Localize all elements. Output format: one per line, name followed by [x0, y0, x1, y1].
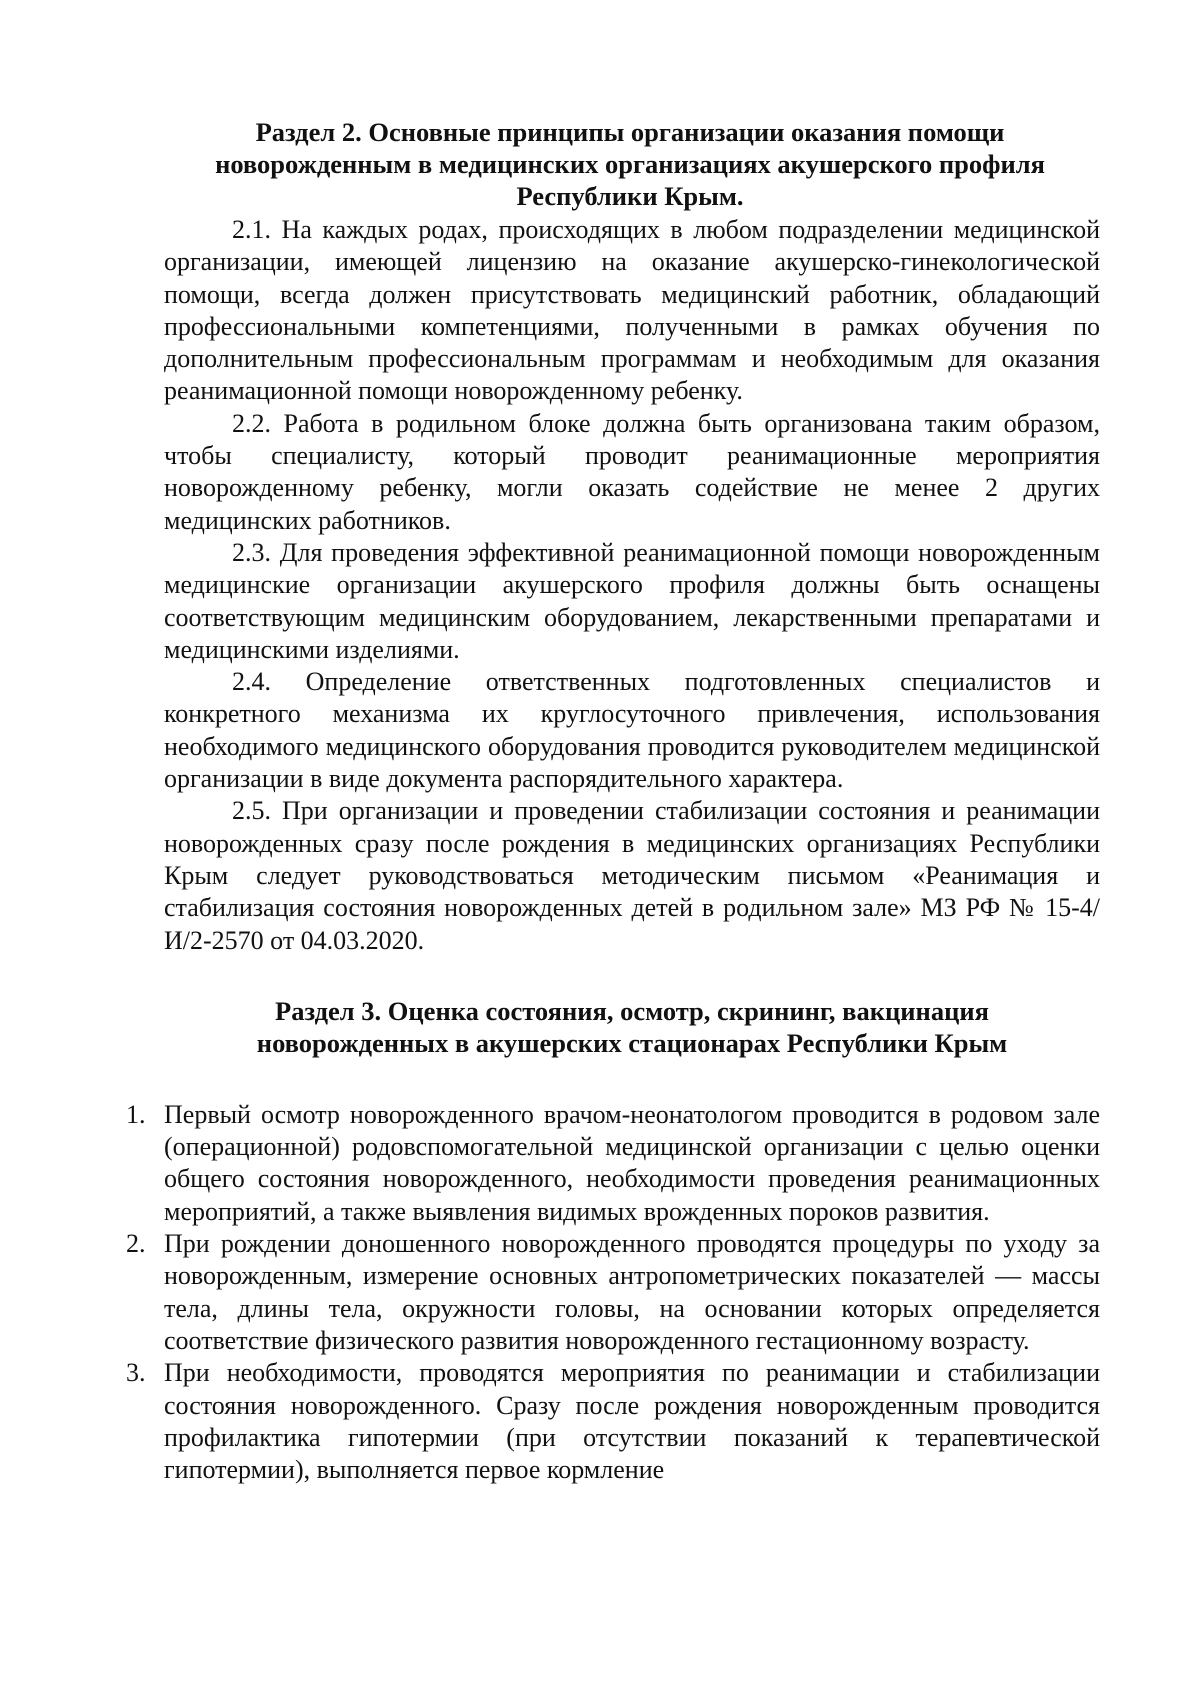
- list-item-number: 1.: [126, 1099, 146, 1129]
- list-item: [126, 1357, 1100, 1486]
- list-item-text: Первый осмотр новорожденного врачом-неонатологом проводится в родовом зале (операционной) родовспомогательной медицинской организации с целью оценки общего состояния новорожденного, необходимости проведения реанимационных мероприятий, а также выявления видимых врожденных пороков развития.: [164, 1099, 1100, 1226]
- list-item: [126, 1228, 1100, 1357]
- paragraph-2-1: 2.1. На каждых родах, происходящих в любом подразделении медицинской организации, имеющей лицензию на оказание акушерско-гинекологической помощи, всегда должен присутствовать медицинский работник, обладающий профессиональными компетенциями, полученными в рамках обучения по дополнительным профессиональным программам и необходимым для оказания реанимационной помощи новорожденному ребенку.: [164, 215, 1100, 406]
- heading-line: новорожденным в медицинских организациях акушерского профиля: [215, 149, 1045, 179]
- list-item-text: При рождении доношенного новорожденного проводятся процедуры по уходу за новорожденным, измерение основных антропометрических показателей — массы тела, длины тела, окружности головы, на основании которых определяется соответствие физического развития новорожденного гестационному возрасту.: [164, 1229, 1100, 1355]
- list-item: [126, 1099, 1100, 1228]
- paragraph-2-2: 2.2. Работа в родильном блоке должна быть организована таким образом, чтобы специалисту, который проводит реанимационные мероприятия новорожденному ребенку, могли оказать содействие не менее 2 других медицинских работников.: [164, 408, 1100, 535]
- paragraph-2-4: 2.4. Определение ответственных подготовленных специалистов и конкретного механизма их круглосуточного привлечения, использования необходимого медицинского оборудования проводится руководителем медицинской организации в виде документа распорядительного характера.: [164, 667, 1100, 794]
- heading-line: Республики Крым.: [516, 181, 744, 211]
- section-3-heading: [164, 995, 1100, 1059]
- section-2-heading: [160, 116, 1100, 212]
- heading-line: новорожденных в акушерских стационарах Республики Крым: [256, 1027, 1008, 1058]
- heading-line: Раздел 3. Оценка состояния, осмотр, скрининг, вакцинация: [275, 995, 989, 1026]
- heading-line: Раздел 2. Основные принципы организации оказания помощи: [255, 117, 1005, 147]
- section-3-list: [126, 1099, 1100, 1487]
- list-item-number: 2.: [126, 1229, 146, 1259]
- list-item-text: При необходимости, проводятся мероприятия по реанимации и стабилизации состояния новорожденного. Сразу после рождения новорожденным проводится профилактика гипотермии (при отсутствии показаний к терапевтической гипотермии), выполняется первое кормление: [164, 1358, 1100, 1485]
- list-item-number: 3.: [126, 1358, 146, 1388]
- paragraph-2-3: 2.3. Для проведения эффективной реанимационной помощи новорожденным медицинские организации акушерского профиля должны быть оснащены соответствующим медицинским оборудованием, лекарственными препаратами и медицинскими изделиями.: [164, 537, 1100, 664]
- paragraph-2-5: 2.5. При организации и проведении стабилизации состояния и реанимации новорожденных сразу после рождения в медицинских организациях Республики Крым следует руководствоваться методическим письмом «Реанимация и стабилизация состояния новорожденных детей в родильном зале» МЗ РФ № 15-4/И/2-2570 от 04.03.2020.: [164, 796, 1100, 955]
